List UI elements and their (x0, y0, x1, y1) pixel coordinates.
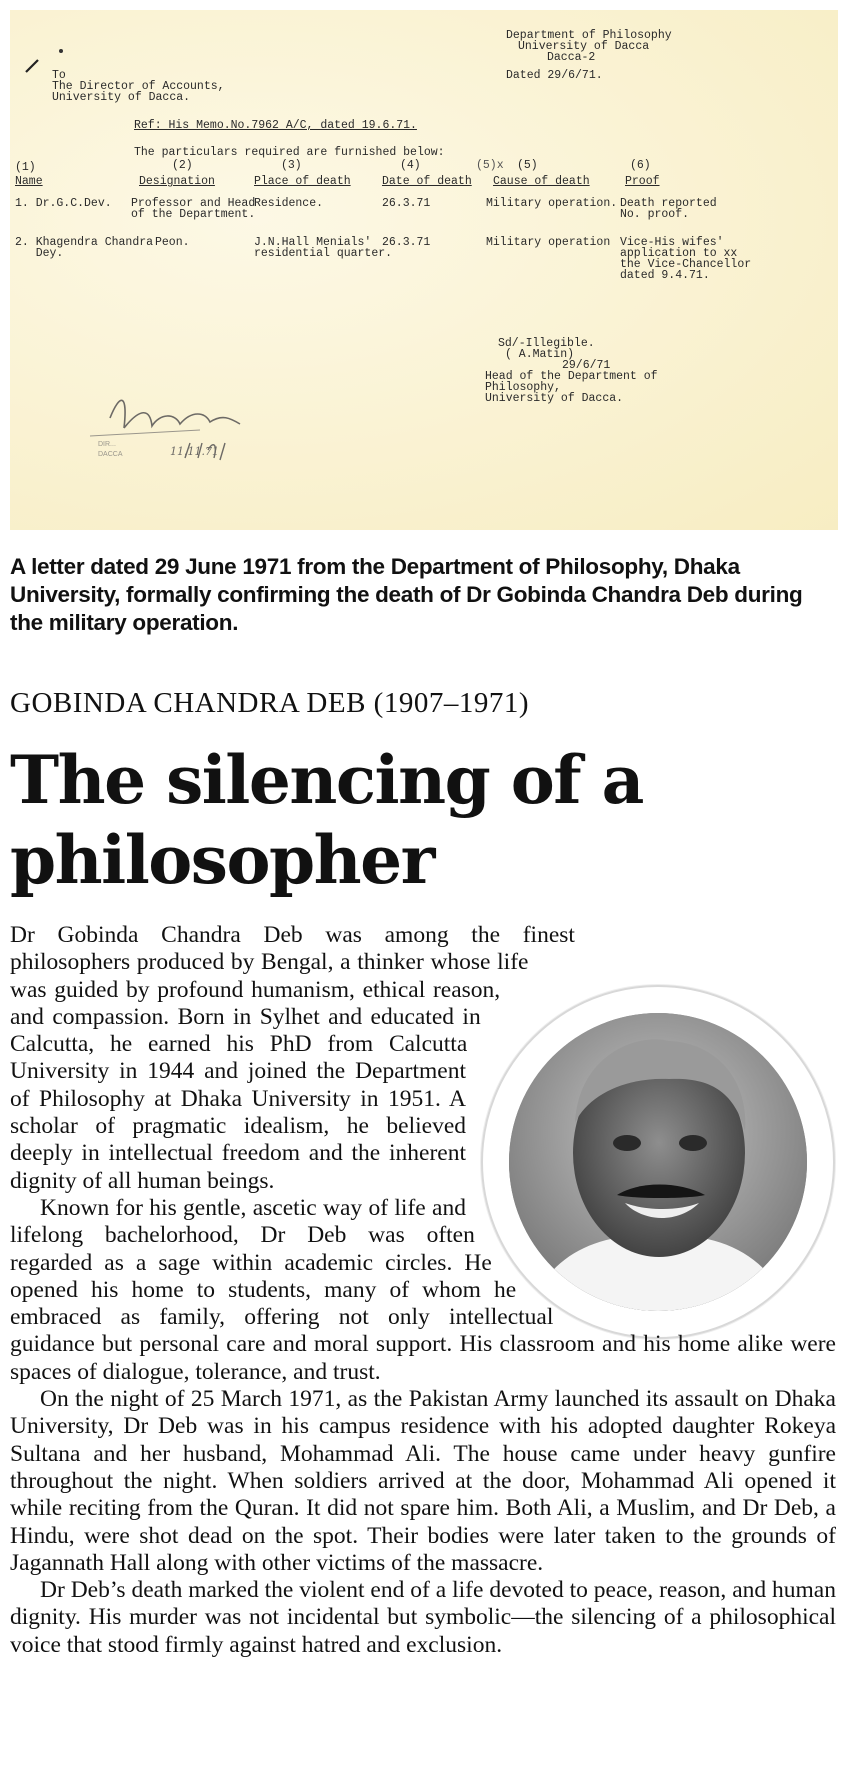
letter-ref: Ref: His Memo.No.7962 A/C, dated 19.6.71. (134, 119, 417, 132)
paragraph-1 (10, 922, 836, 1195)
sig-date: 29/6/71 (562, 359, 611, 372)
sig-title-3: University of Dacca. (485, 392, 624, 405)
header-name: Name (15, 175, 43, 188)
row1-cause: Military operation. (486, 197, 618, 210)
col-num-4: (4) (400, 159, 421, 172)
svg-text:DIR...: DIR... (98, 441, 116, 448)
sig-name: ( A.Matin) (505, 348, 575, 361)
col-num-3: (3) (281, 159, 302, 172)
article-headline: The silencing of a philosopher (10, 741, 643, 899)
row1-proof-1: Death reported (620, 197, 717, 210)
row1-proof-2: No. proof. (620, 208, 690, 221)
paragraph-1-text: Dr Gobinda Chandra Deb was among the finest philosophers produced by Bengal, a thinker whose life was guided by profound humanism, ethical reason, and compassion. Born in Sylhet and educated in Calcutta, he earned his PhD from Calcutta University in 1944 and joined the Department of Philosophy at Dhaka University in 1951. A scholar of pragmatic idealism, he believed deeply in intellectual freedom and the inherent dignity of all human beings. (10, 922, 575, 1194)
row2-proof-4: dated 9.4.71. (620, 269, 710, 282)
addressee-line2: University of Dacca. (52, 91, 191, 104)
row2-name-1: 2. Khagendra Chandra (15, 236, 154, 249)
row2-place-2: residential quarter. (254, 247, 393, 260)
row1-place: Residence. (254, 197, 324, 210)
row1-name: 1. Dr.G.C.Dev. (15, 197, 112, 210)
sig-title-2: Philosophy, (485, 381, 561, 394)
row2-date: 26.3.71 (382, 236, 431, 249)
article-kicker: GOBINDA CHANDRA DEB (1907–1971) (10, 687, 529, 719)
article-body (10, 922, 836, 1659)
row2-place-1: J.N.Hall Menials' (254, 236, 372, 249)
header-designation: Designation (139, 175, 215, 188)
letterhead-city: Dacca-2 (547, 51, 596, 64)
row2-name-2: Dey. (15, 247, 64, 260)
row2-proof-3: the Vice-Chancellor (620, 258, 752, 271)
row2-cause: Military operation (486, 236, 611, 249)
photo-caption: A letter dated 29 June 1971 from the Department of Philosophy, Dhaka University, formally confirming the death of Dr Gobinda Chandra Deb during the military operation. (10, 554, 803, 635)
paragraph-4: Dr Deb’s death marked the violent end of a life devoted to peace, reason, and human dignity. His murder was not incidental but symbolic—the silencing of a philosophical voice that stood firmly against hatred and exclusion. (10, 1577, 836, 1658)
addressee-to: To (52, 69, 66, 82)
col-num-struck: (5)x (476, 159, 504, 172)
row2-proof-1: Vice-His wifes' (620, 236, 724, 249)
col-num-1: (1) (15, 161, 36, 174)
row1-designation-2: of the Department. (131, 208, 256, 221)
sig-title-1: Head of the Department of (485, 370, 658, 383)
particulars-line: The particulars required are furnished below: (134, 146, 445, 159)
header-place: Place of death (254, 175, 351, 188)
header-date: Date of death (382, 175, 472, 188)
sig-illegible: Sd/-Illegible. (498, 337, 595, 350)
archival-letter-image (10, 10, 838, 530)
paragraph-3: On the night of 25 March 1971, as the Pakistan Army launched its assault on Dhaka University, Dr Deb was in his campus residence with his adopted daughter Rokeya Sultana and her husband, Mohammad Ali. The house came under heavy gunfire throughout the night. When soldiers arrived at the door, Mohammad Ali opened it while reciting from the Quran. It did not spare him. Both Ali, a Muslim, and Dr Deb, a Hindu, were shot dead on the spot. Their bodies were later taken to the grounds of Jagannath Hall along with other victims of the massacre. (10, 1386, 836, 1576)
addressee-line1: The Director of Accounts, (52, 80, 225, 93)
row1-designation-1: Professor and Head (131, 197, 256, 210)
col-num-6: (6) (630, 159, 651, 172)
letter-date: Dated 29/6/71. (506, 69, 603, 82)
portrait-wrap-space (474, 976, 840, 1342)
row2-designation: Peon. (155, 236, 190, 249)
ink-mark (24, 46, 64, 76)
letterhead-dept: Department of Philosophy (506, 29, 672, 42)
col-num-5: (5) (517, 159, 538, 172)
col-num-2: (2) (172, 159, 193, 172)
row1-date: 26.3.71 (382, 197, 431, 210)
svg-text:DACCA: DACCA (98, 451, 123, 458)
header-cause: Cause of death (493, 175, 590, 188)
paragraph-2: Known for his gentle, ascetic way of life and lifelong bachelorhood, Dr Deb was often regarded as a sage within academic circles. He opened his home to students, many of whom he embraced as family, offering not only intellectual guidance but personal care and moral support. His classroom and his home alike were spaces of dialogue, tolerance, and trust. (10, 1194, 836, 1385)
row2-proof-2: application to xx (620, 247, 738, 260)
letterhead-university: University of Dacca (518, 40, 650, 53)
stamp-date: 11.11.71 (170, 445, 219, 458)
header-proof: Proof (625, 175, 660, 188)
